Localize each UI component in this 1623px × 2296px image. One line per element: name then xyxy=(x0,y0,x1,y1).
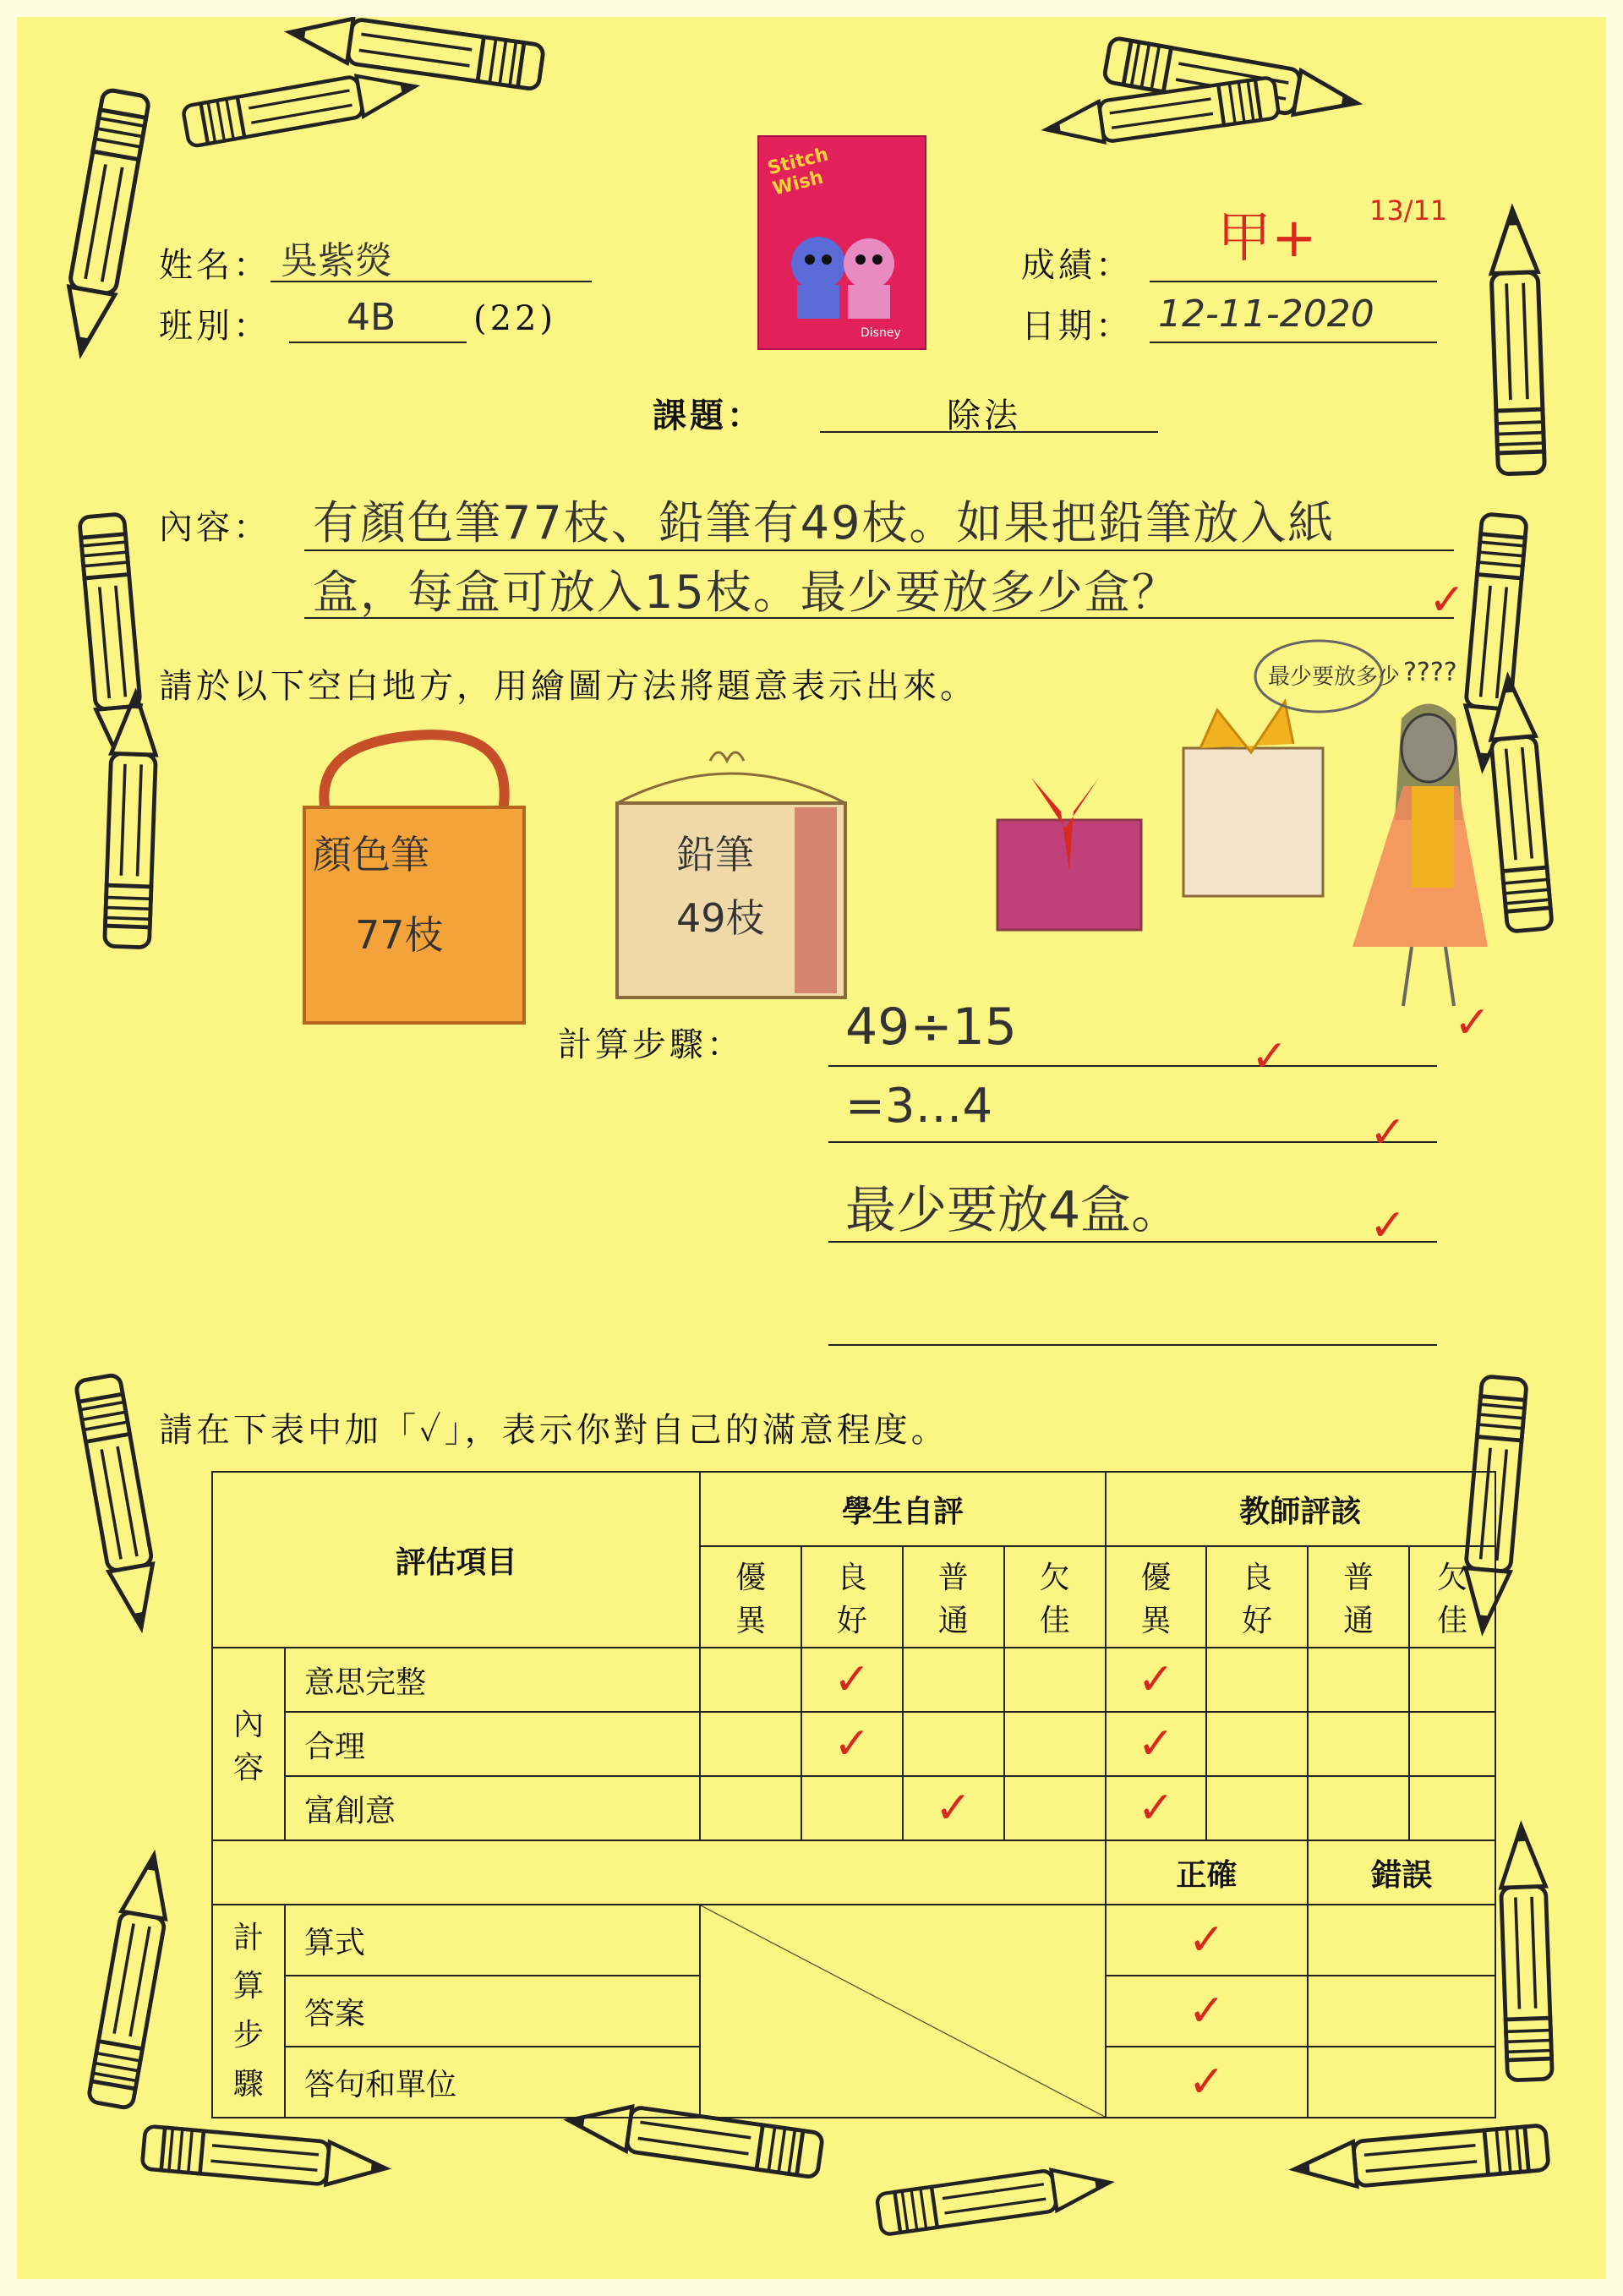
row-formula: 算式 xyxy=(285,1905,700,1976)
drawing-instruction: 請於以下空白地方，用繪圖方法將題意表示出來。 xyxy=(159,667,977,706)
tick-correct-sentence: ✓ xyxy=(1106,2047,1309,2118)
content-label: 內容： xyxy=(159,508,270,547)
row-reasonable: 合理 xyxy=(285,1712,700,1776)
calc-check-1: ✓ xyxy=(1251,1031,1288,1082)
worksheet xyxy=(17,17,1606,2279)
tick-correct-formula: ✓ xyxy=(1106,1905,1309,1976)
row-meaning-complete: 意思完整 xyxy=(285,1648,700,1712)
grade-label: 成績： xyxy=(1021,246,1133,285)
diagonal-blank-cell xyxy=(700,1905,1105,2118)
correct-header: 正確 xyxy=(1106,1840,1309,1905)
student-self-header: 學生自評 xyxy=(700,1472,1105,1546)
name-value: 吳紫熒 xyxy=(281,239,392,282)
grade-extra: 13/11 xyxy=(1369,194,1448,227)
drawing-box-label-1: 鉛筆 xyxy=(676,832,754,877)
drawing-speech-bubble-text: 最少要放多少 xyxy=(1268,664,1401,690)
class-line xyxy=(289,342,467,343)
calc-line-2 xyxy=(828,1141,1437,1143)
drawing-question-marks: ???? xyxy=(1403,658,1457,687)
tick-student-reasonable: ✓ xyxy=(801,1712,903,1776)
date-line xyxy=(1150,342,1437,343)
date-label: 日期： xyxy=(1021,307,1133,346)
table-instruction: 請在下表中加「✓」，表示你對自己的滿意程度。 xyxy=(159,1411,948,1450)
calc-line-1 xyxy=(828,1065,1437,1067)
tick-teacher-reasonable: ✓ xyxy=(1106,1712,1207,1776)
level-poor-teacher: 欠 佳 xyxy=(1409,1546,1495,1648)
grade-value: 甲+ xyxy=(1217,207,1317,270)
evaluation-table xyxy=(211,1471,1496,2118)
content-text-2: 盒，每盒可放入15枝。最少要放多少盒？ xyxy=(313,566,1179,619)
topic-label: 課題： xyxy=(653,396,764,435)
tick-student-creative: ✓ xyxy=(903,1776,1004,1840)
grade-line xyxy=(1150,281,1437,282)
level-average-teacher: 普 通 xyxy=(1308,1546,1409,1648)
drawing-bag-label-2: 77枝 xyxy=(355,912,444,958)
content-text-1: 有顏色筆77枝、鉛筆有49枝。如果把鉛筆放入紙 xyxy=(313,496,1336,549)
level-good-teacher: 良 好 xyxy=(1206,1546,1308,1648)
calc-label: 計算步驟： xyxy=(558,1025,744,1064)
level-average-student: 普 通 xyxy=(903,1546,1004,1648)
class-value: 4B xyxy=(347,296,396,339)
drawing-bag-label-1: 顏色筆 xyxy=(313,832,429,877)
tick-teacher-creative: ✓ xyxy=(1106,1776,1207,1840)
teacher-eval-header: 教師評該 xyxy=(1106,1472,1495,1546)
row-creative: 富創意 xyxy=(285,1776,700,1840)
content-check-mark: ✓ xyxy=(1429,575,1466,626)
drawing-check: ✓ xyxy=(1454,998,1491,1048)
tick-student-meaning: ✓ xyxy=(801,1648,903,1712)
calc-group-label: 計算步驟 xyxy=(212,1905,285,2118)
tick-teacher-meaning: ✓ xyxy=(1106,1648,1207,1712)
drawing-box-label-2: 49枝 xyxy=(676,895,765,941)
level-good-student: 良 好 xyxy=(801,1546,903,1648)
level-poor-student: 欠 佳 xyxy=(1004,1546,1106,1648)
calc-step-3: 最少要放4盒。 xyxy=(845,1181,1183,1240)
sticker-brand: Disney xyxy=(861,326,901,340)
calc-line-4 xyxy=(828,1344,1437,1346)
stitch-sticker xyxy=(757,135,926,350)
calc-check-3: ✓ xyxy=(1369,1200,1407,1251)
level-excellent-teacher: 優 異 xyxy=(1106,1546,1207,1648)
date-value: 12-11-2020 xyxy=(1158,292,1374,336)
stitch-characters-image xyxy=(776,213,908,323)
name-label: 姓名： xyxy=(159,246,270,285)
wrong-header: 錯誤 xyxy=(1308,1840,1495,1905)
content-group-label: 內容 xyxy=(212,1648,285,1840)
level-excellent-student: 優 異 xyxy=(700,1546,801,1648)
calc-step-2: =3…4 xyxy=(845,1079,993,1134)
row-answer-sentence-unit: 答句和單位 xyxy=(285,2047,700,2118)
sticker-title: Stitch Wish xyxy=(765,144,831,200)
tick-correct-answer: ✓ xyxy=(1106,1976,1309,2047)
topic-value: 除法 xyxy=(947,396,1021,435)
row-answer: 答案 xyxy=(285,1976,700,2047)
class-number: (22) xyxy=(473,299,557,338)
eval-items-header: 評估項目 xyxy=(212,1472,700,1648)
class-label: 班別： xyxy=(159,307,270,346)
calc-step-1: 49÷15 xyxy=(845,998,1017,1057)
calc-check-2: ✓ xyxy=(1369,1107,1407,1158)
